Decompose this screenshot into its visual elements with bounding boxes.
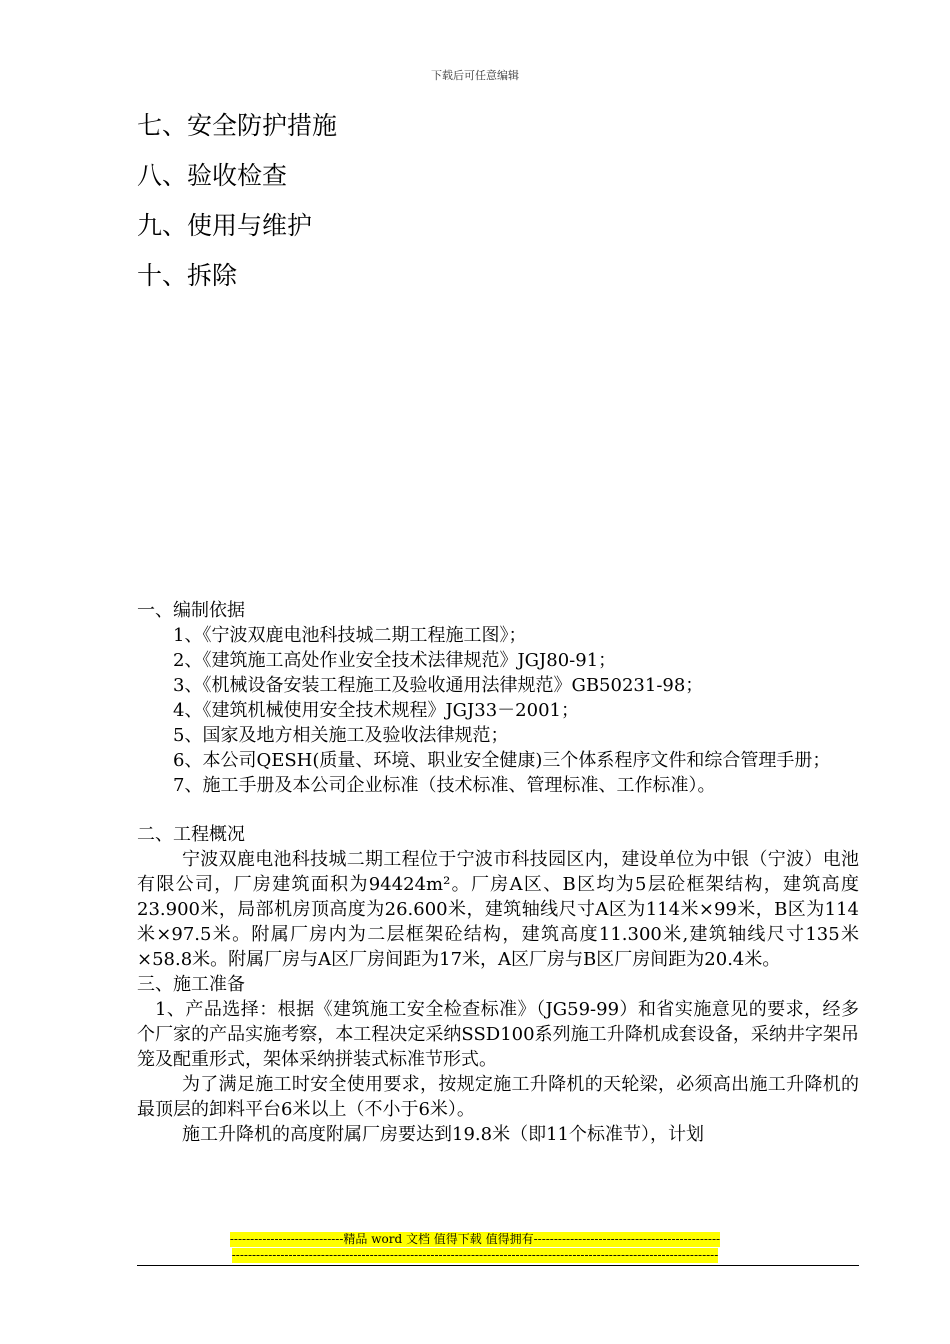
toc-item-10: 十、拆除	[137, 261, 238, 290]
toc-item-9: 九、使用与维护	[137, 211, 313, 240]
footer-banner-line-2	[0, 1248, 950, 1263]
page-header-note: 下载后可任意编辑	[431, 69, 519, 82]
footer-banner-dashes: ------------------------------------------------------------------------------------------------------------------------	[231, 1248, 719, 1262]
toc-item-8: 八、验收检查	[137, 161, 288, 190]
list-item: 5、国家及地方相关施工及验收法律规范；	[173, 725, 509, 746]
section-heading: 一、编制依据	[137, 600, 245, 621]
paragraph: 施工升降机的高度附属厂房要达到19.8米（即11个标准节），计划	[182, 1124, 704, 1145]
footer-banner-text: ----------------------------精品 word 文档 值得下载 值得拥有----------------------------------------------	[229, 1232, 721, 1246]
list-item: 4、《建筑机械使用安全技术规程》JGJ33－2001；	[173, 700, 579, 721]
document-body	[137, 598, 859, 1147]
toc-item-7: 七、安全防护措施	[137, 111, 338, 140]
paragraph: 宁波双鹿电池科技城二期工程位于宁波市科技园区内，建设单位为中银（宁波）电池有限公司，厂房建筑面积为94424m²。厂房A区、B区均为5层砼框架结构，建筑高度23.900米，局部机房顶高度为26.600米，建筑轴线尺寸A区为114米×99米，B区为114米×97.5米。附属厂房内为二层框架砼结构，建筑高度11.300米,建筑轴线尺寸135米×58.8米。附属厂房与A区厂房间距为17米，A区厂房与B区厂房间距为20.4米。	[137, 849, 859, 970]
section-heading: 三、施工准备	[137, 974, 245, 995]
list-item: 1、《宁波双鹿电池科技城二期工程施工图》；	[173, 625, 527, 646]
list-item: 7、施工手册及本公司企业标准（技术标准、管理标准、工作标准）。	[173, 775, 716, 796]
list-item: 2、《建筑施工高处作业安全技术法律规范》JGJ80-91；	[173, 650, 617, 671]
section-heading: 二、工程概况	[137, 824, 245, 845]
list-item: 3、《机械设备安装工程施工及验收通用法律规范》GB50231-98；	[173, 675, 704, 696]
paragraph: 1、产品选择：根据《建筑施工安全检查标准》（JG59-99）和省实施意见的要求，经多个厂家的产品实施考察，本工程决定采纳SSD100系列施工升降机成套设备，采纳井字架吊笼及配重形式，架体采纳拼装式标准节形式。	[137, 999, 859, 1070]
footer-banner-line-1	[0, 1232, 950, 1247]
footer-rule	[137, 1265, 859, 1266]
paragraph: 为了满足施工时安全使用要求，按规定施工升降机的天轮梁，必须高出施工升降机的最顶层的卸料平台6米以上（不小于6米）。	[137, 1074, 859, 1120]
list-item: 6、本公司QESH(质量、环境、职业安全健康)三个体系程序文件和综合管理手册；	[173, 750, 831, 771]
